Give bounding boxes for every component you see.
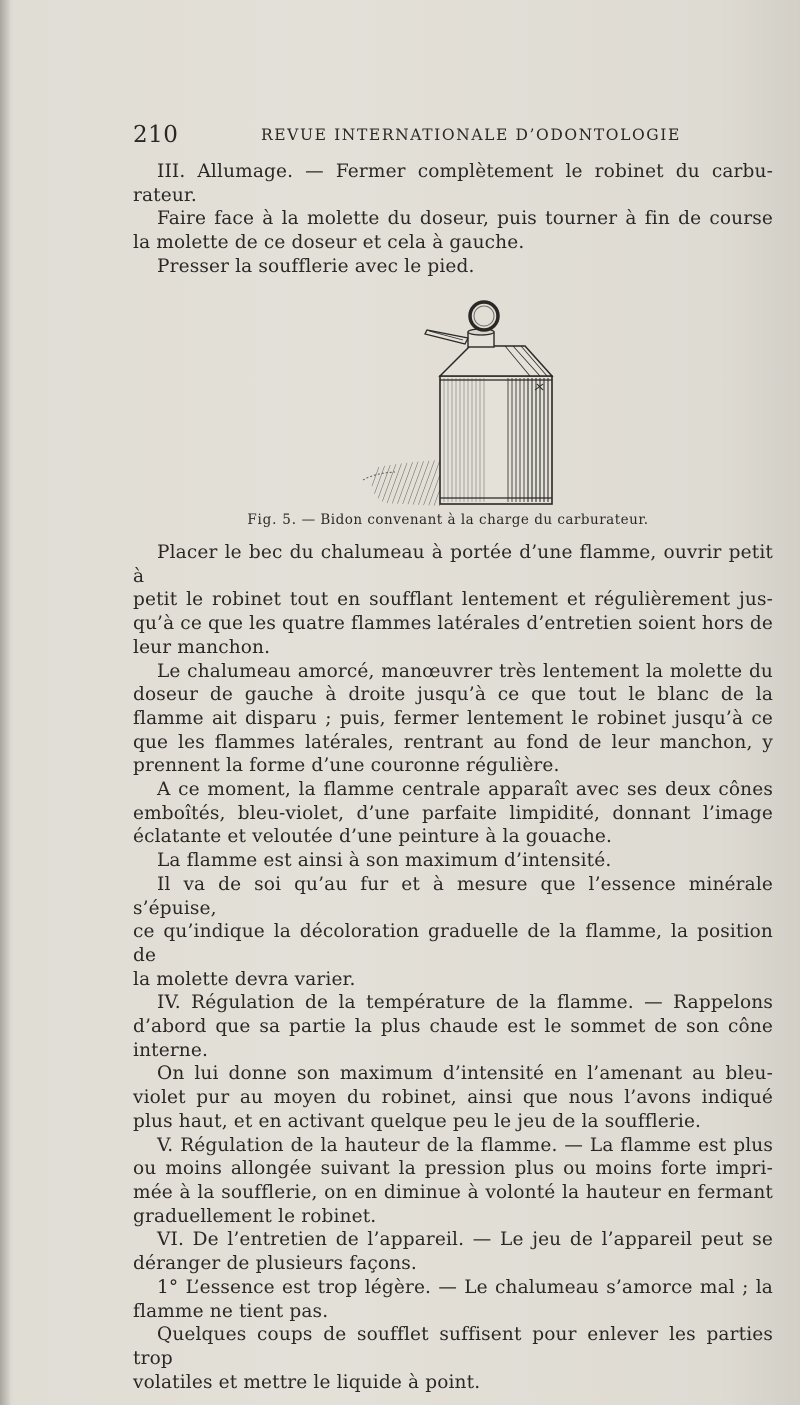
text-line: que les flammes latérales, rentrant au fond de leur manchon, y: [133, 731, 773, 753]
text-line: éclatante et veloutée d’une peinture à la gouache.: [133, 826, 613, 848]
text-line: Il va de soi qu’au fur et à mesure que l’essence minérale s’épuise,: [133, 873, 773, 919]
text-line: prennent la forme d’une couronne régulière.: [133, 755, 560, 777]
text-line: Le chalumeau amorcé, manœuvrer très lentement la molette du: [157, 660, 773, 682]
text-line: d’abord que sa partie la plus chaude est le sommet de son cône: [133, 1016, 773, 1038]
text-line: leur manchon.: [133, 636, 271, 658]
text-line: doseur de gauche à droite jusqu’à ce que tout le blanc de la: [133, 684, 773, 706]
text-line: qu’à ce que les quatre flammes latérales d’entretien soient hors de: [133, 613, 773, 635]
page-number: 210: [133, 122, 179, 148]
text-line: violet pur au moyen du robinet, ainsi que nous l’avons indiqué: [133, 1087, 773, 1109]
text-line: Presser la soufflerie avec le pied.: [157, 255, 475, 277]
text-line: flamme ait disparu ; puis, fermer lentement le robinet jusqu’à ce: [133, 707, 773, 729]
text-line: Faire face à la molette du doseur, puis tourner à fin de course: [157, 208, 773, 230]
text-line: la molette de ce doseur et cela à gauche.: [133, 232, 525, 254]
figure-caption: [133, 512, 763, 528]
text-line: A ce moment, la flamme centrale apparaît avec ses deux cônes: [157, 779, 773, 801]
text-line: III. Allumage. — Fermer complètement le robinet du carbu-: [157, 161, 773, 182]
text-line: Quelques coups de soufflet suffisent pour enlever les parties trop: [133, 1324, 773, 1369]
bidon-illustration: [355, 298, 570, 508]
text-line: déranger de plusieurs façons.: [133, 1253, 417, 1275]
text-line: graduellement le robinet.: [133, 1205, 377, 1227]
text-line: petit le robinet tout en soufflant lentement et régulièrement jus-: [133, 589, 773, 611]
running-head: [133, 122, 693, 152]
text-line: plus haut, et en activant quelque peu le jeu de la soufflerie.: [133, 1110, 702, 1132]
text-line: ou moins allongée suivant la pression plus ou moins forte impri-: [133, 1158, 773, 1180]
text-line: rateur.: [133, 184, 197, 206]
text-line: la molette devra varier.: [133, 968, 356, 990]
text-line: flamme ne tient pas.: [133, 1300, 329, 1322]
text-line: Placer le bec du chalumeau à portée d’une flamme, ouvrir petit à: [133, 542, 773, 587]
bidon-drawing: [355, 298, 570, 508]
text-line: On lui donne son maximum d’intensité en l’amenant au bleu-: [157, 1063, 773, 1085]
text-line: IV. Régulation de la température de la flamme. — Rappelons: [157, 992, 773, 1014]
journal-title: REVUE INTERNATIONALE D’ODONTOLOGIE: [261, 126, 681, 144]
text-block-bottom: [133, 541, 773, 1394]
text-line: volatiles et mettre le liquide à point.: [133, 1371, 481, 1393]
figure-number: Fig. 5.: [247, 512, 297, 528]
figure-caption-text: — Bidon convenant à la charge du carburateur.: [296, 512, 649, 528]
text-line: mée à la soufflerie, on en diminue à volonté la hauteur en fermant: [133, 1181, 773, 1203]
text-line: VI. De l’entretien de l’appareil. — Le jeu de l’appareil peut se: [157, 1229, 773, 1251]
text-line: V. Régulation de la hauteur de la flamme. — La flamme est plus: [157, 1134, 773, 1156]
text-line: interne.: [133, 1039, 209, 1061]
text-line: ce qu’indique la décoloration graduelle de la flamme, la position de: [133, 921, 773, 966]
text-line: La flamme est ainsi à son maximum d’intensité.: [157, 850, 612, 872]
text-block-top: [133, 160, 773, 279]
text-line: emboîtés, bleu-violet, d’une parfaite limpidité, donnant l’image: [133, 802, 773, 824]
text-line: 1° L’essence est trop légère. — Le chalumeau s’amorce mal ; la: [157, 1276, 773, 1298]
page-spine-shadow: [0, 0, 10, 1405]
